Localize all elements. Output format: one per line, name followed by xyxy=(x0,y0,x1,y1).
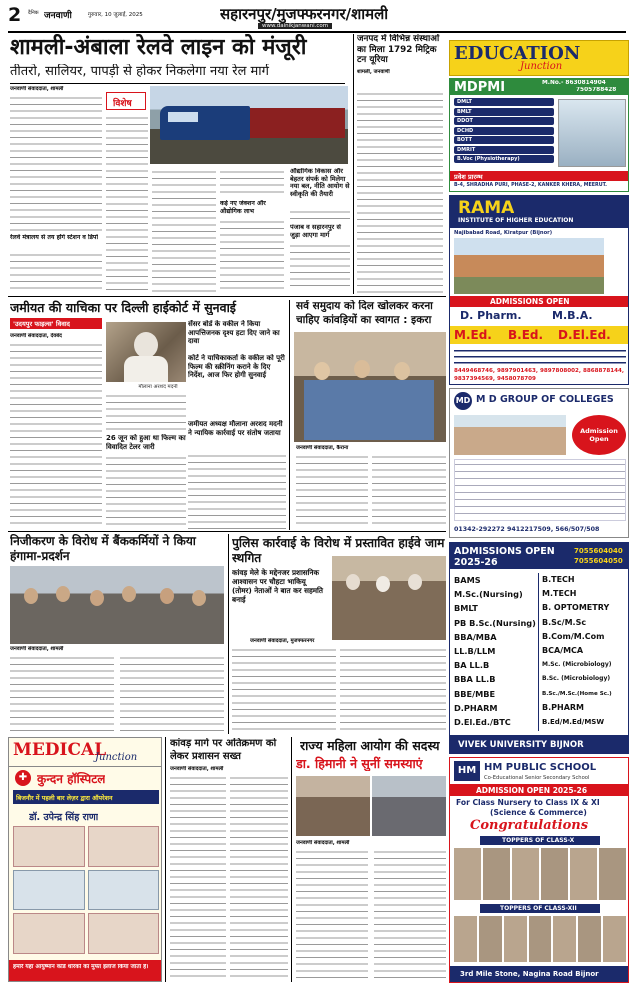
story7-headline-line2: डा. हिमानी ने सुनीं समस्याएं xyxy=(296,756,423,771)
mdpmi-phone-1: M.No.- 8630814904 xyxy=(542,80,606,86)
lead-body-col2 xyxy=(106,114,148,292)
mdpmi-address: B-4, SHRADHA PURI, PHASE-2, KANKER KHERA, MEERUT. xyxy=(454,183,607,188)
course-bsc-msc: B.Sc/M.Sc xyxy=(542,617,587,627)
course-ba-llb: BA LL.B xyxy=(454,660,490,671)
course-msc-micro: M.Sc. (Microbiology) xyxy=(542,661,612,669)
course-deled-btc: D.El.Ed./BTC xyxy=(454,717,511,728)
course-btech: B.TECH xyxy=(542,575,575,584)
course-home-sc: B.Sc./M.Sc.(Home Sc.) xyxy=(542,690,612,697)
story3-body-col1 xyxy=(296,453,368,529)
laser-banner: बिजनौर में पहली बार लेज़र द्वारा ऑपरेशन xyxy=(13,790,159,804)
course-bcom-mcom: B.Com/M.Com xyxy=(542,631,605,641)
hm-admission-strip: ADMISSION OPEN 2025-26 xyxy=(450,784,629,796)
md-group-ad[interactable] xyxy=(449,388,629,538)
story2-pull3: 26 जून को हुआ था फिल्म का विवादित टेलर जारी xyxy=(106,434,186,451)
story6-headline: कांवड़ मार्ग पर अतिक्रमण को लेकर प्रशासन सख्त xyxy=(170,738,277,762)
md-group-name: M D GROUP OF COLLEGES xyxy=(476,394,614,405)
story2-tag: 'उदयपुर फाइल्स' विवाद xyxy=(10,318,102,329)
mdpmi-course-bvoc: B.Voc (Physiotherapy) xyxy=(454,155,554,163)
story2-body-col2 xyxy=(106,392,186,432)
course-bmlt: BMLT xyxy=(454,603,478,614)
website[interactable]: www.dainikjanwani.com xyxy=(258,23,332,29)
hm-toppers-xii-strip: TOPPERS OF CLASS-XII xyxy=(480,904,600,913)
story4-body-col2 xyxy=(120,654,224,734)
lead-side-head-1: औद्योगिक विकास और बेहतर संपर्क को मिलेगा नया बल, नीति आयोग से स्वीकृति की तैयारी xyxy=(290,168,350,198)
md-group-logo-icon: MD xyxy=(454,392,472,410)
hm-congratulations: Congratulations xyxy=(470,818,589,833)
madani-caption: मौलाना अरशद मदनी xyxy=(138,384,178,390)
mdpmi-course-dmrit: DMRIT xyxy=(454,146,554,154)
medical-junction-ad[interactable] xyxy=(8,737,162,982)
mdpmi-course-bott: BOTT xyxy=(454,136,554,144)
mdpmi-course-bmlt: BMLT xyxy=(454,108,554,116)
ikra-photo xyxy=(294,332,446,442)
admissions-left-list xyxy=(454,573,536,729)
mdpmi-photo xyxy=(558,99,626,167)
medical-title: MEDICAL xyxy=(13,740,107,760)
course-mtech: M.TECH xyxy=(542,589,577,599)
story3-body-col2 xyxy=(372,453,446,529)
lead-body-col3 xyxy=(152,168,216,292)
hm-toppers-x-photos xyxy=(454,848,626,900)
story5-body-col2 xyxy=(340,646,446,734)
lead-byline: जनवाणी संवाददाता, शामली xyxy=(10,86,64,92)
course-bams: BAMS xyxy=(454,575,481,585)
story2-pull1: सेंसर बोर्ड के वकील ने किया आपत्तिजनक दृश्य हटा दिए जाने का दावा xyxy=(188,320,280,345)
course-bbe-mbe: BBE/MBE xyxy=(454,688,496,699)
course-bsc-micro: B.Sc. (Microbiology) xyxy=(542,675,611,683)
rama-admissions-banner: ADMISSIONS OPEN xyxy=(450,296,629,307)
admissions-phone-2: 7055604050 xyxy=(574,557,623,565)
rama-course-grid xyxy=(454,347,626,365)
education-junction-banner: EDUCATION Junction xyxy=(449,40,629,76)
hm-name: HM PUBLIC SCHOOL xyxy=(484,762,597,773)
mdpmi-name: MDPMI xyxy=(454,80,506,95)
course-b-optometry: B. OPTOMETRY xyxy=(542,603,610,613)
doctor-name: डॉ. उपेन्द्र सिंह राणा xyxy=(29,812,99,823)
lead-side-head-2: पंजाब व सहारनपुर से जुड़ा आएगा मार्ग xyxy=(290,224,341,239)
university-strip: VIVEK UNIVERSITY BIJNOR xyxy=(450,735,629,754)
bank-protest-photo xyxy=(10,566,224,644)
lead-body-col1 xyxy=(10,86,102,293)
brand-prefix: दैनिक xyxy=(28,10,39,16)
hospital-logo-icon: ✚ xyxy=(15,770,31,786)
side-story xyxy=(357,34,443,294)
course-bpharm: B.PHARM xyxy=(542,702,585,712)
course-llb-llm: LL.B/LLM xyxy=(454,646,496,657)
lead-side-head-4: रेलवे मंत्रालय से तय होंगे स्टेशन व डिपो xyxy=(10,234,99,241)
md-group-phones: 01342-292272 9412217509, 566/507/508 xyxy=(454,526,600,533)
course-bca-mca: BCA/MCA xyxy=(542,646,584,656)
story2-byline: जनवाणी संवाददाता, देवबंद xyxy=(10,333,62,339)
side-story-headline: जनपद में विभिन्न संस्थाओं का मिला 1792 मिट्रिक टन यूरिया xyxy=(357,34,440,65)
md-group-campus-photo xyxy=(454,415,566,455)
course-bba-llb: BBA LL.B xyxy=(454,674,496,685)
course-bed-med: B.Ed/M.Ed/MSW xyxy=(542,718,605,727)
mdpmi-admission-strip: प्रवेश प्रारम्भ xyxy=(450,171,629,181)
story2-pull2: कोर्ट ने याचिकाकर्ता के वकील को पूरी फिल्म की स्क्रीनिंग कराने के दिए निर्देश, आज फिर होगी सुनवाई xyxy=(188,354,285,379)
rama-course-dpharm: D. Pharm. xyxy=(460,309,522,322)
brand-name: जनवाणी xyxy=(44,11,72,21)
train-photo xyxy=(150,86,348,164)
course-pb-bsc-nursing: PB B.Sc.(Nursing) xyxy=(454,617,536,628)
story4-byline: जनवाणी संवाददाता, शामली xyxy=(10,646,64,652)
story2-pull-box xyxy=(188,320,286,416)
story7-byline: जनवाणी संवाददाता, शामली xyxy=(296,840,350,846)
story5-headline: पुलिस कार्रवाई के विरोध में प्रस्तावित हाईवे जाम स्थगित xyxy=(232,536,445,565)
course-bba-mba: BBA/MBA xyxy=(454,631,497,642)
story2-pull4: जमीयत अध्यक्ष मौलाना अरशद मदनी ने न्यायिक कार्रवाई पर संतोष जताया xyxy=(188,420,283,437)
medical-grid xyxy=(13,826,159,954)
admissions-title: ADMISSIONS OPEN 2025-26 xyxy=(454,546,555,568)
rama-address: Najibabad Road, Kiratpur (Bijnor) xyxy=(454,230,553,236)
rama-course-row: M.Ed. B.Ed. D.El.Ed. xyxy=(450,326,629,344)
hm-streams: (Science & Commerce) xyxy=(490,808,587,817)
mdpmi-course-list xyxy=(454,98,554,163)
rama-ad[interactable] xyxy=(449,195,629,385)
course-dpharm: D.PHARM xyxy=(454,702,498,713)
story5-byline: जनवाणी संवाददाता, मुजफ्फरनगर xyxy=(250,638,315,644)
rama-course-mba: M.B.A. xyxy=(552,309,593,322)
story3-headline: सर्व समुदाय को दिल खोलकर करना चाहिए कांवड़ियों का स्वागत : इकरा xyxy=(296,300,433,326)
medical-footer: हमारे यहां आयुष्मान कार्ड धारकों का मुफ्त इलाज किया जाता है। xyxy=(9,960,162,982)
rama-name: RAMA xyxy=(458,198,515,218)
lead-side-head-3: कई नए जंक्शन और औद्योगिक लाभ xyxy=(220,200,266,215)
lead-headline: शामली-अंबाला रेलवे लाइन को मंजूरी xyxy=(10,35,307,60)
story5-body-col1 xyxy=(232,646,336,734)
md-group-course-table xyxy=(454,459,626,521)
hm-tagline: Co-Educational Senior Secondary School xyxy=(484,775,590,781)
story5-pull: कांवड़ मेले के मद्देनजर प्रशासनिक आश्वासन पर चौहटा भाकियू (तोमर) नेताओं ने बात कर सहमति बनाई xyxy=(232,568,324,604)
admissions-phone-1: 7055604040 xyxy=(574,547,623,555)
mdpmi-ad[interactable] xyxy=(449,78,629,192)
bku-meeting-photo xyxy=(332,556,446,640)
vivek-university-ad[interactable] xyxy=(449,542,629,754)
story6-byline: जनवाणी संवाददाता, शामली xyxy=(170,766,224,772)
story6-body-col2 xyxy=(230,774,288,982)
story6-body-col1 xyxy=(170,774,226,982)
mdpmi-course-dchd: DCHD xyxy=(454,127,554,135)
medical-subtitle: Junction xyxy=(95,752,138,763)
vishesh-logo: विशेष xyxy=(106,92,146,110)
page-number: 2 xyxy=(8,4,22,26)
mdpmi-course-ddot: DDOT xyxy=(454,117,554,125)
madani-photo xyxy=(106,322,186,382)
story7-body-col2 xyxy=(374,848,446,982)
story2-headline: जमीयत की याचिका पर दिल्ली हाईकोर्ट में सुनवाई xyxy=(10,300,236,315)
commission-photo-1 xyxy=(296,776,370,836)
hospital-name: कुन्दन हॉस्पिटल xyxy=(37,772,106,786)
edition-title: सहारनपुर/मुजफ्फरनगर/शामली xyxy=(220,5,389,23)
story2-body-col1 xyxy=(10,341,102,529)
lead-side-heads xyxy=(290,168,350,292)
mdpmi-course-dmlt: DMLT xyxy=(454,98,554,106)
story7-body-col1 xyxy=(296,848,368,982)
story2-body-col3 xyxy=(188,452,286,529)
story7-headline-line1: राज्य महिला आयोग की सदस्य xyxy=(300,738,440,753)
hm-toppers-xii-photos xyxy=(454,916,626,962)
hm-logo-icon: HM xyxy=(454,761,480,781)
side-story-byline: शामली, जनवाणी xyxy=(357,68,390,75)
admissions-right-list xyxy=(542,573,628,729)
story4-body-col1 xyxy=(10,654,114,734)
md-group-admission-badge: Admission Open xyxy=(572,415,626,455)
lead-body-col4 xyxy=(220,168,284,198)
story3-byline: जनवाणी संवाददाता, कैराना xyxy=(296,445,349,451)
hm-address-strip: 3rd Mile Stone, Nagina Road Bijnor xyxy=(450,966,629,983)
masthead xyxy=(8,6,628,32)
hm-classes: For Class Nursery to Class IX & XI xyxy=(456,798,600,807)
lead-subhead: तीतरो, सालियर, पापड़ी से होकर निकलेगा नया रेल मार्ग xyxy=(10,64,269,79)
mdpmi-phone-2: 7505788428 xyxy=(576,87,617,93)
commission-photo-2 xyxy=(372,776,446,836)
rama-campus-photo xyxy=(454,238,604,294)
rama-full-name: INSTITUTE OF HIGHER EDUCATION xyxy=(458,217,574,224)
course-msc-nursing: M.Sc.(Nursing) xyxy=(454,589,523,600)
hm-toppers-x-strip: TOPPERS OF CLASS-X xyxy=(480,836,600,845)
rama-phones: 8449468746, 9897901463, 9897808002, 8868878144, 9837394569, 9458078709 xyxy=(454,368,625,382)
dateline: गुरुवार, 10 जुलाई, 2025 xyxy=(88,12,143,18)
hm-public-school-ad[interactable] xyxy=(449,757,629,983)
story4-headline: निजीकरण के विरोध में बैंककर्मियों ने किया हंगामा-प्रदर्शन xyxy=(10,534,196,563)
